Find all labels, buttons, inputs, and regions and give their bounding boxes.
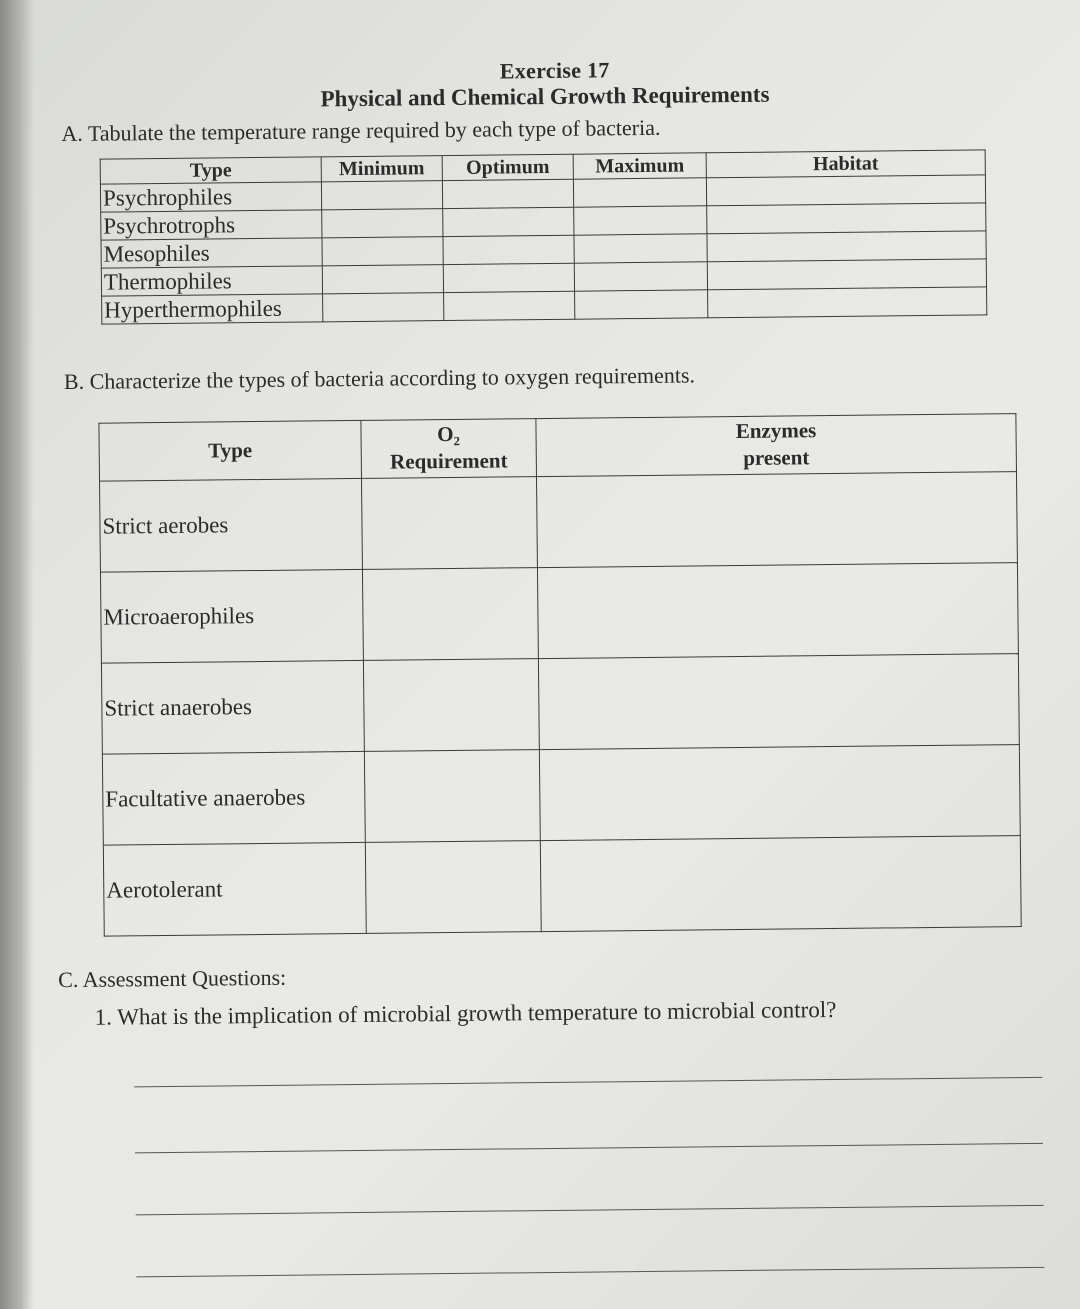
col-minimum: Minimum — [321, 156, 442, 182]
enzymes-cell[interactable] — [539, 744, 1020, 840]
question-1: 1. What is the implication of microbial growth temperature to microbial control? — [94, 996, 837, 1030]
table-row — [101, 653, 1019, 754]
present-label: present — [743, 445, 810, 471]
minimum-cell[interactable] — [323, 293, 444, 322]
col-enzymes-present — [536, 414, 1017, 477]
o2-requirement-label: Requirement — [389, 448, 508, 474]
minimum-cell[interactable] — [322, 265, 443, 294]
row-type-label: Strict anaerobes — [101, 660, 364, 754]
table-row — [103, 835, 1021, 936]
exercise-number: Exercise 17 — [499, 57, 610, 84]
section-c-label: C. Assessment Questions: — [58, 964, 287, 993]
row-type-label: Aerotolerant — [103, 842, 366, 936]
table-row — [102, 744, 1020, 845]
o2-requirement-cell[interactable] — [364, 749, 540, 842]
col-maximum: Maximum — [573, 153, 706, 179]
habitat-cell[interactable] — [707, 203, 986, 234]
answer-line[interactable] — [135, 1143, 1043, 1154]
habitat-cell[interactable] — [707, 259, 986, 290]
row-type-label: Microaerophiles — [100, 569, 363, 663]
optimum-cell[interactable] — [443, 235, 574, 264]
o2-requirement-cell[interactable] — [362, 567, 538, 660]
o2-requirement-cell[interactable] — [365, 840, 541, 933]
section-a-label: A. Tabulate the temperature range required by each type of bacteria. — [61, 114, 661, 147]
o2-requirement-cell[interactable] — [363, 658, 539, 751]
minimum-cell[interactable] — [322, 237, 443, 266]
row-type-label: Strict aerobes — [100, 478, 363, 572]
col-type: Type — [100, 157, 321, 184]
enzymes-cell[interactable] — [540, 835, 1021, 931]
answer-line[interactable] — [136, 1205, 1044, 1216]
row-type-label: Hyperthermophiles — [102, 294, 323, 324]
row-type-label: Psychrotrophs — [101, 210, 322, 240]
habitat-cell[interactable] — [707, 231, 986, 262]
o2-requirement-cell[interactable] — [361, 476, 537, 569]
maximum-cell[interactable] — [575, 290, 708, 319]
row-type-label: Psychrophiles — [100, 182, 321, 212]
maximum-cell[interactable] — [574, 206, 707, 235]
answer-line[interactable] — [134, 1077, 1042, 1088]
habitat-cell[interactable] — [706, 175, 985, 206]
col-o2-requirement — [361, 419, 537, 478]
page-title: Physical and Chemical Growth Requirements — [320, 81, 770, 112]
col-type: Type — [99, 420, 362, 480]
table-row — [100, 562, 1018, 663]
temperature-table — [100, 149, 988, 324]
minimum-cell[interactable] — [321, 181, 442, 210]
optimum-cell[interactable] — [443, 207, 574, 236]
worksheet — [8, 0, 1080, 1309]
maximum-cell[interactable] — [573, 178, 706, 207]
row-type-label: Mesophiles — [101, 238, 322, 268]
enzymes-cell[interactable] — [537, 562, 1018, 658]
table-row — [100, 471, 1018, 572]
col-optimum: Optimum — [442, 154, 573, 180]
oxygen-table-header — [99, 414, 1017, 481]
optimum-cell[interactable] — [443, 263, 574, 292]
enzymes-label: Enzymes — [735, 418, 817, 444]
minimum-cell[interactable] — [322, 209, 443, 238]
col-habitat: Habitat — [706, 150, 985, 178]
row-type-label: Facultative anaerobes — [102, 751, 365, 845]
o2-symbol: O₂ — [437, 421, 460, 447]
enzymes-cell[interactable] — [536, 471, 1017, 567]
answer-line[interactable] — [136, 1267, 1044, 1278]
section-b-label: B. Characterize the types of bacteria according to oxygen requirements. — [63, 362, 696, 395]
enzymes-cell[interactable] — [538, 653, 1019, 749]
optimum-cell[interactable] — [442, 179, 573, 208]
habitat-cell[interactable] — [708, 287, 987, 318]
oxygen-table — [98, 413, 1021, 936]
maximum-cell[interactable] — [574, 234, 707, 263]
row-type-label: Thermophiles — [101, 266, 322, 296]
maximum-cell[interactable] — [574, 262, 707, 291]
optimum-cell[interactable] — [444, 291, 575, 320]
